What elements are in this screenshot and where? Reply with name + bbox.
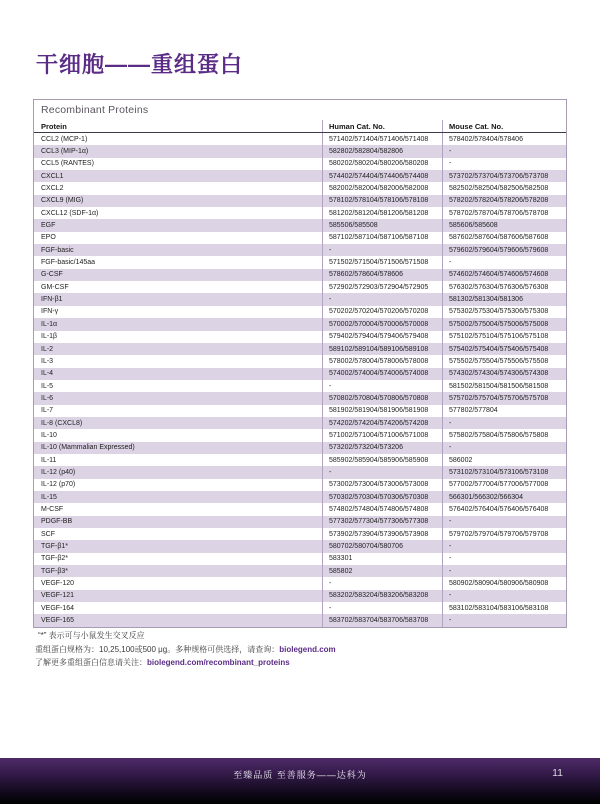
- cell-human: 574402/574404/574406/574408: [322, 170, 442, 182]
- cell-human: 578602/578604/578606: [322, 269, 442, 281]
- footnote-cross-reactivity: “*” 表示可与小鼠发生交叉反应: [38, 631, 145, 640]
- cell-protein: IL-1α: [41, 320, 58, 328]
- column-header-mouse-cat-no: Mouse Cat. No.: [442, 120, 566, 132]
- cell-human: 579402/579404/579406/579408: [322, 331, 442, 343]
- cell-mouse: -: [442, 417, 566, 429]
- cell-mouse: 578402/578404/578406: [442, 133, 566, 145]
- page-number: 11: [552, 767, 563, 779]
- footnote-more-info: [35, 656, 336, 670]
- table-row: [34, 195, 566, 207]
- cell-human: 585802: [322, 565, 442, 577]
- table-row: [34, 602, 566, 614]
- cell-protein: TGF-β3*: [41, 567, 68, 575]
- cell-mouse: 574302/574304/574306/574308: [442, 368, 566, 380]
- cell-human: 583301: [322, 553, 442, 565]
- cell-protein: VEGF-120: [41, 580, 75, 588]
- column-header-human-cat-no: Human Cat. No.: [322, 120, 442, 132]
- table-row: [34, 269, 566, 281]
- cell-protein: IFN-β1: [41, 296, 63, 304]
- cell-human: 585902/585904/585906/585908: [322, 454, 442, 466]
- table-row: [34, 343, 566, 355]
- cell-human: 570802/570804/570806/570808: [322, 392, 442, 404]
- cell-mouse: 566301/566302/566304: [442, 491, 566, 503]
- cell-human: 582002/582004/582006/582008: [322, 182, 442, 194]
- cell-protein: FGF-basic/145aa: [41, 259, 96, 267]
- table-row: [34, 466, 566, 478]
- recombinant-proteins-link[interactable]: biolegend.com/recombinant_proteins: [147, 658, 290, 667]
- cell-human: 573002/573004/573006/573008: [322, 479, 442, 491]
- cell-human: 577302/577304/577306/577308: [322, 516, 442, 528]
- table-row: [34, 281, 566, 293]
- table-row: [34, 355, 566, 367]
- cell-mouse: 579702/579704/579706/579708: [442, 528, 566, 540]
- cell-mouse: 576302/576304/576306/576308: [442, 281, 566, 293]
- cell-human: 580202/580204/580206/580208: [322, 158, 442, 170]
- footnotes: [35, 629, 336, 670]
- cell-human: 580702/580704/580706: [322, 540, 442, 552]
- cell-protein: IL-10: [41, 431, 57, 439]
- cell-human: 570302/570304/570306/570308: [322, 491, 442, 503]
- footnote-sizes-text: 重组蛋白规格为：10,25,100或500 μg。多种规格可供选择，请查询：: [35, 644, 280, 654]
- cell-mouse: 586002: [442, 454, 566, 466]
- cell-mouse: -: [442, 553, 566, 565]
- cell-mouse: 582502/582504/582506/582508: [442, 182, 566, 194]
- cell-protein: IL-5: [41, 382, 54, 390]
- table-row: [34, 614, 566, 626]
- footnote-sizes: [35, 643, 336, 657]
- cell-mouse: 580902/580904/580906/580908: [442, 577, 566, 589]
- table-row: [34, 306, 566, 318]
- cell-protein: FGF-basic: [41, 246, 74, 254]
- table-row: [34, 170, 566, 182]
- table-row: [34, 368, 566, 380]
- cell-protein: PDGF-BB: [41, 518, 73, 526]
- cell-protein: GM-CSF: [41, 283, 69, 291]
- cell-mouse: -: [442, 145, 566, 157]
- table-row: [34, 219, 566, 231]
- cell-human: -: [322, 602, 442, 614]
- cell-protein: TGF-β2*: [41, 555, 68, 563]
- table-row: [34, 442, 566, 454]
- biolegend-link[interactable]: biolegend.com: [279, 644, 336, 654]
- table-row: [34, 565, 566, 577]
- table-row: [34, 491, 566, 503]
- cell-protein: IL-12 (p70): [41, 481, 76, 489]
- table-row: [34, 540, 566, 552]
- table-title: Recombinant Proteins: [41, 104, 149, 116]
- cell-human: -: [322, 466, 442, 478]
- cell-human: 570002/570004/570006/570008: [322, 318, 442, 330]
- cell-protein: IL-11: [41, 456, 57, 464]
- cell-human: 589102/589104/589106/589108: [322, 343, 442, 355]
- footer-bar: [0, 758, 600, 804]
- cell-protein: IL-10 (Mammalian Expressed): [41, 444, 135, 452]
- cell-human: 574002/574004/574006/574008: [322, 368, 442, 380]
- cell-human: -: [322, 244, 442, 256]
- footer-slogan: 至臻品质 至善服务——达科为: [233, 770, 367, 780]
- cell-human: 573902/573904/573906/573908: [322, 528, 442, 540]
- cell-mouse: 579602/579604/579606/579608: [442, 244, 566, 256]
- cell-mouse: 575702/575704/575706/575708: [442, 392, 566, 404]
- table-row: [34, 380, 566, 392]
- cell-protein: IFN-γ: [41, 308, 59, 316]
- cell-protein: VEGF-164: [41, 604, 75, 612]
- cell-mouse: -: [442, 256, 566, 268]
- cell-protein: CXCL1: [41, 172, 64, 180]
- cell-protein: VEGF-165: [41, 617, 75, 625]
- cell-mouse: 587602/587604/587606/587608: [442, 232, 566, 244]
- cell-protein: CXCL9 (MIG): [41, 197, 84, 205]
- table-row: [34, 207, 566, 219]
- table-column-header: [34, 120, 566, 133]
- cell-protein: IL-3: [41, 357, 54, 365]
- cell-mouse: 581502/581504/581506/581508: [442, 380, 566, 392]
- page-title: 干细胞——重组蛋白: [36, 52, 244, 77]
- cell-human: 572902/572903/572904/572905: [322, 281, 442, 293]
- cell-protein: G-CSF: [41, 271, 63, 279]
- cell-human: 578002/578004/578006/578008: [322, 355, 442, 367]
- cell-protein: CXCL2: [41, 185, 64, 193]
- table-row: [34, 429, 566, 441]
- cell-human: 573202/573204/573206: [322, 442, 442, 454]
- cell-human: 571002/571004/571006/571008: [322, 429, 442, 441]
- cell-mouse: 578702/578704/578706/578708: [442, 207, 566, 219]
- table-body: [34, 133, 566, 627]
- cell-protein: EGF: [41, 222, 56, 230]
- cell-mouse: 575302/575304/575306/575308: [442, 306, 566, 318]
- cell-protein: M-CSF: [41, 505, 64, 513]
- cell-mouse: 581302/581304/581306: [442, 293, 566, 305]
- cell-human: 583702/583704/583706/583708: [322, 614, 442, 626]
- table-row: [34, 479, 566, 491]
- table-row: [34, 528, 566, 540]
- table-row: [34, 256, 566, 268]
- table-row: [34, 331, 566, 343]
- cell-mouse: -: [442, 516, 566, 528]
- cell-human: 570202/570204/570206/570208: [322, 306, 442, 318]
- footnote-more-info-text: 了解更多重组蛋白信息请关注：: [35, 658, 147, 667]
- cell-human: -: [322, 577, 442, 589]
- cell-protein: IL-8 (CXCL8): [41, 419, 83, 427]
- cell-mouse: 577002/577004/577006/577008: [442, 479, 566, 491]
- cell-mouse: 575002/575004/575006/575008: [442, 318, 566, 330]
- cell-human: 571502/571504/571506/571508: [322, 256, 442, 268]
- cell-mouse: 573702/573704/573706/573708: [442, 170, 566, 182]
- table-row: [34, 590, 566, 602]
- table-row: [34, 182, 566, 194]
- cell-mouse: -: [442, 565, 566, 577]
- cell-protein: CCL2 (MCP-1): [41, 135, 88, 143]
- cell-mouse: 585606/585608: [442, 219, 566, 231]
- cell-protein: IL-12 (p40): [41, 468, 76, 476]
- table-row: [34, 318, 566, 330]
- cell-human: -: [322, 380, 442, 392]
- cell-protein: IL-6: [41, 394, 54, 402]
- cell-mouse: 576402/576404/576406/576408: [442, 503, 566, 515]
- cell-human: 581202/581204/581206/581208: [322, 207, 442, 219]
- column-header-protein: Protein: [41, 121, 67, 131]
- cell-human: 581902/581904/581906/581908: [322, 405, 442, 417]
- cell-mouse: 575802/575804/575806/575808: [442, 429, 566, 441]
- cell-human: 582802/582804/582806: [322, 145, 442, 157]
- table-row: [34, 454, 566, 466]
- cell-mouse: -: [442, 540, 566, 552]
- table-row: [34, 293, 566, 305]
- cell-protein: IL-2: [41, 345, 54, 353]
- cell-mouse: 575402/575404/575406/575408: [442, 343, 566, 355]
- cell-mouse: -: [442, 442, 566, 454]
- cell-protein: VEGF-121: [41, 592, 75, 600]
- table-row: [34, 405, 566, 417]
- table-row: [34, 145, 566, 157]
- cell-human: 574802/574804/574806/574808: [322, 503, 442, 515]
- cell-mouse: 583102/583104/583106/583108: [442, 602, 566, 614]
- cell-mouse: -: [442, 590, 566, 602]
- cell-protein: EPO: [41, 234, 56, 242]
- cell-protein: IL-15: [41, 493, 57, 501]
- cell-mouse: -: [442, 614, 566, 626]
- cell-protein: SCF: [41, 530, 55, 538]
- cell-protein: IL-1β: [41, 333, 58, 341]
- cell-protein: IL-4: [41, 370, 54, 378]
- table-row: [34, 417, 566, 429]
- cell-human: 578102/578104/578106/578108: [322, 195, 442, 207]
- cell-mouse: 577802/577804: [442, 405, 566, 417]
- table-row: [34, 577, 566, 589]
- cell-mouse: 574602/574604/574606/574608: [442, 269, 566, 281]
- cell-human: 585506/585508: [322, 219, 442, 231]
- cell-mouse: 578202/578204/578206/578208: [442, 195, 566, 207]
- cell-protein: TGF-β1*: [41, 543, 68, 551]
- cell-human: -: [322, 293, 442, 305]
- recombinant-proteins-table: [33, 99, 567, 628]
- cell-mouse: 575502/575504/575506/575508: [442, 355, 566, 367]
- cell-human: 571402/571404/571406/571408: [322, 133, 442, 145]
- table-row: [34, 133, 566, 145]
- table-row: [34, 232, 566, 244]
- cell-human: 574202/574204/574206/574208: [322, 417, 442, 429]
- table-row: [34, 244, 566, 256]
- cell-protein: CCL3 (MIP-1α): [41, 148, 89, 156]
- table-row: [34, 158, 566, 170]
- cell-protein: CCL5 (RANTES): [41, 160, 94, 168]
- cell-human: 587102/587104/587106/587108: [322, 232, 442, 244]
- table-row: [34, 503, 566, 515]
- cell-mouse: -: [442, 158, 566, 170]
- cell-protein: IL-7: [41, 407, 54, 415]
- cell-mouse: 575102/575104/575106/575108: [442, 331, 566, 343]
- table-row: [34, 392, 566, 404]
- cell-protein: CXCL12 (SDF-1α): [41, 209, 99, 217]
- cell-mouse: 573102/573104/573106/573108: [442, 466, 566, 478]
- cell-human: 583202/583204/583206/583208: [322, 590, 442, 602]
- table-row: [34, 516, 566, 528]
- table-row: [34, 553, 566, 565]
